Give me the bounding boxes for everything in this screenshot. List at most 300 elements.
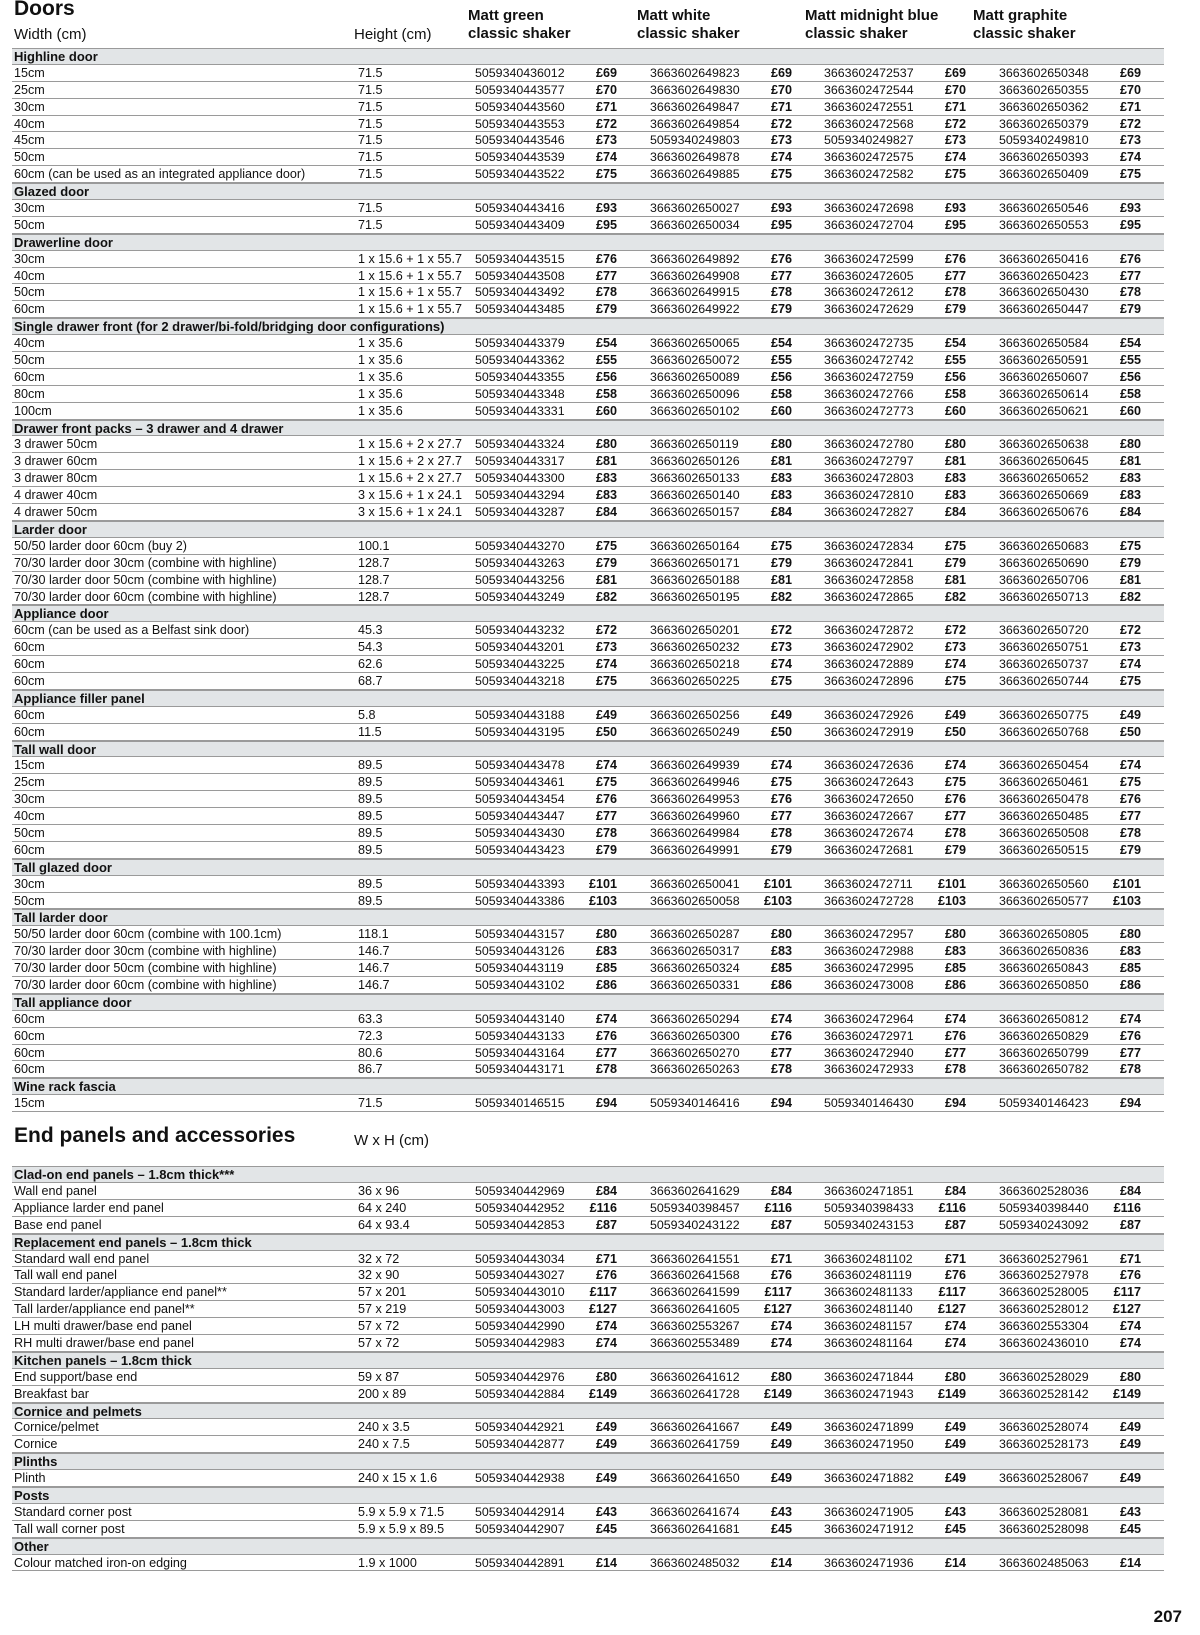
product-code: 3663602650744 [999, 673, 1089, 688]
product-code: 5059340398440 [999, 1200, 1089, 1215]
product-code: 3663602650195 [650, 589, 740, 604]
table-row [12, 1369, 1164, 1386]
product-code: 5059340443409 [475, 217, 565, 232]
size-column-header: W x H (cm) [354, 1132, 429, 1150]
section-header: Single drawer front (for 2 drawer/bi-fold/bridging door configurations) [12, 318, 1164, 335]
item-dimensions: 100.1 [358, 538, 390, 553]
product-code: 3663602650232 [650, 640, 740, 655]
product-code: 3663602650515 [999, 842, 1089, 857]
item-description: 70/30 larder door 30cm (combine with highline) [14, 944, 277, 959]
product-code: 3663602472698 [824, 201, 914, 216]
price: £93 [595, 201, 617, 216]
product-code: 5059340443164 [475, 1045, 565, 1060]
product-code: 3663602650256 [650, 707, 740, 722]
product-code: 5059340443393 [475, 876, 565, 891]
item-dimensions: 71.5 [358, 82, 383, 97]
item-dimensions: 89.5 [358, 809, 383, 824]
product-code: 5059340443447 [475, 809, 565, 824]
item-dimensions: 71.5 [358, 116, 383, 131]
table-row [12, 1217, 1164, 1234]
item-dimensions: 89.5 [358, 758, 383, 773]
product-code: 3663602649854 [650, 116, 740, 131]
price: £127 [1112, 1302, 1141, 1317]
product-code: 3663602472667 [824, 809, 914, 824]
table-row [12, 1436, 1164, 1453]
page-number: 207 [1153, 1607, 1182, 1626]
product-code: 5059340442990 [475, 1319, 565, 1334]
section-header: Kitchen panels – 1.8cm thick [12, 1352, 1164, 1369]
item-description: 30cm [14, 251, 45, 266]
product-code: 3663602472858 [824, 572, 914, 587]
product-code: 3663602528173 [999, 1437, 1089, 1452]
table-row [12, 876, 1164, 893]
price: £74 [770, 1336, 792, 1351]
product-code: 3663602485063 [999, 1555, 1089, 1570]
product-code: 3663602641599 [650, 1285, 740, 1300]
product-code: 3663602528081 [999, 1504, 1089, 1519]
product-code: 3663602650614 [999, 386, 1089, 401]
price: £82 [1119, 589, 1141, 604]
item-description: 80cm [14, 386, 45, 401]
product-code: 3663602650546 [999, 201, 1089, 216]
price: £75 [595, 673, 617, 688]
product-code: 5059340243122 [650, 1217, 740, 1232]
price: £73 [944, 640, 966, 655]
table-row [12, 251, 1164, 268]
price: £74 [770, 657, 792, 672]
table-row [12, 116, 1164, 133]
item-description: 15cm [14, 1096, 45, 1111]
item-description: 40cm [14, 268, 45, 283]
product-code: 3663602472810 [824, 488, 914, 503]
price: £71 [944, 1251, 966, 1266]
item-description: 60cm [14, 673, 45, 688]
price: £81 [595, 454, 617, 469]
item-dimensions: 1 x 15.6 + 2 x 27.7 [358, 471, 462, 486]
item-description: 40cm [14, 336, 45, 351]
product-code: 5059340442921 [475, 1420, 565, 1435]
price: £77 [770, 1045, 792, 1060]
price: £78 [944, 825, 966, 840]
price: £78 [595, 825, 617, 840]
product-code: 3663602471882 [824, 1471, 914, 1486]
product-code: 3663602650188 [650, 572, 740, 587]
price: £70 [944, 82, 966, 97]
item-description: LH multi drawer/base end panel [14, 1319, 192, 1334]
price: £72 [944, 116, 966, 131]
item-description: 30cm [14, 792, 45, 807]
price: £58 [944, 386, 966, 401]
table-row [12, 301, 1164, 318]
price: £72 [770, 623, 792, 638]
price: £49 [770, 707, 792, 722]
product-code: 3663602472988 [824, 944, 914, 959]
price: £101 [1112, 876, 1141, 891]
item-description: 30cm [14, 99, 45, 114]
price: £43 [595, 1504, 617, 1519]
product-code: 3663602650706 [999, 572, 1089, 587]
section-header: Clad-on end panels – 1.8cm thick*** [12, 1166, 1164, 1183]
item-description: 70/30 larder door 60cm (combine with highline) [14, 589, 277, 604]
price: £81 [1119, 572, 1141, 587]
product-code: 3663602649939 [650, 758, 740, 773]
product-code: 5059340443157 [475, 927, 565, 942]
product-code: 3663602650119 [650, 437, 739, 452]
product-code: 3663602641605 [650, 1302, 740, 1317]
product-code: 5059340443294 [475, 488, 565, 503]
item-dimensions: 1 x 15.6 + 2 x 27.7 [358, 454, 462, 469]
price: £95 [770, 217, 792, 232]
table-row [12, 538, 1164, 555]
product-code: 3663602650362 [999, 99, 1089, 114]
item-description: 40cm [14, 116, 45, 131]
item-description: 45cm [14, 133, 45, 148]
item-dimensions: 146.7 [358, 977, 390, 992]
price: £83 [1119, 471, 1141, 486]
item-description: Standard corner post [14, 1504, 132, 1519]
product-code: 3663602650652 [999, 471, 1089, 486]
product-code: 5059340443478 [475, 758, 565, 773]
price: £56 [944, 369, 966, 384]
product-code: 3663602650713 [999, 589, 1089, 604]
item-dimensions: 146.7 [358, 961, 390, 976]
item-description: 25cm [14, 82, 45, 97]
price: £149 [763, 1386, 792, 1401]
product-code: 3663602649878 [650, 150, 740, 165]
price: £80 [595, 1369, 617, 1384]
item-description: Appliance larder end panel [14, 1200, 164, 1215]
table-row [12, 724, 1164, 741]
item-dimensions: 72.3 [358, 1028, 383, 1043]
product-code: 3663602649892 [650, 251, 740, 266]
section-header: Appliance filler panel [12, 690, 1164, 707]
item-description: 50cm [14, 825, 45, 840]
item-dimensions: 71.5 [358, 65, 383, 80]
price: £80 [595, 437, 617, 452]
item-description: 40cm [14, 809, 45, 824]
item-dimensions: 89.5 [358, 792, 383, 807]
item-description: 30cm [14, 201, 45, 216]
price: £78 [770, 825, 792, 840]
price: £83 [1119, 488, 1141, 503]
product-code: 3663602472537 [824, 65, 914, 80]
product-code: 3663602650478 [999, 792, 1089, 807]
table-row [12, 842, 1164, 859]
product-code: 3663602472865 [824, 589, 914, 604]
product-code: 3663602472919 [824, 724, 914, 739]
product-code: 3663602528074 [999, 1420, 1089, 1435]
product-code: 5059340443461 [475, 775, 565, 790]
section-header: Drawerline door [12, 234, 1164, 251]
price: £78 [770, 285, 792, 300]
product-code: 5059340442891 [475, 1555, 565, 1570]
product-code: 3663602471844 [824, 1369, 914, 1384]
price: £85 [944, 961, 966, 976]
price: £86 [595, 977, 617, 992]
price: £49 [595, 707, 617, 722]
item-description: 70/30 larder door 50cm (combine with highline) [14, 572, 277, 587]
product-code: 3663602472582 [824, 167, 914, 182]
price: £55 [1119, 353, 1141, 368]
item-dimensions: 89.5 [358, 893, 383, 908]
product-code: 3663602650720 [999, 623, 1089, 638]
price: £87 [944, 1217, 966, 1232]
product-code: 5059340398433 [824, 1200, 914, 1215]
price: £76 [770, 1028, 792, 1043]
price: £80 [944, 927, 966, 942]
product-code: 5059340443379 [475, 336, 565, 351]
item-dimensions: 71.5 [358, 150, 383, 165]
price: £76 [595, 1028, 617, 1043]
item-dimensions: 89.5 [358, 825, 383, 840]
product-code: 3663602641629 [650, 1184, 740, 1198]
price: £49 [770, 1420, 792, 1435]
price: £56 [1119, 369, 1141, 384]
price: £95 [1119, 217, 1141, 232]
price: £75 [1119, 167, 1141, 182]
product-code: 3663602471851 [824, 1184, 914, 1198]
item-dimensions: 240 x 15 x 1.6 [358, 1471, 438, 1486]
product-code: 5059340443348 [475, 386, 565, 401]
table-row [12, 487, 1164, 504]
item-description: 60cm [14, 842, 45, 857]
item-description: Standard larder/appliance end panel** [14, 1285, 227, 1300]
price: £74 [770, 1011, 792, 1026]
product-code: 3663602472766 [824, 386, 914, 401]
item-description: 60cm [14, 724, 45, 739]
item-dimensions: 89.5 [358, 775, 383, 790]
product-code: 3663602650287 [650, 927, 740, 942]
product-code: 5059340443218 [475, 673, 565, 688]
table-row [12, 1095, 1164, 1112]
price: £86 [770, 977, 792, 992]
price: £76 [770, 251, 792, 266]
product-code: 3663602650430 [999, 285, 1089, 300]
price: £49 [1119, 1420, 1141, 1435]
product-code: 3663602472803 [824, 471, 914, 486]
table-row [12, 1318, 1164, 1335]
product-code: 5059340442938 [475, 1471, 565, 1486]
price: £74 [1119, 1011, 1141, 1026]
product-code: 3663602641728 [650, 1386, 740, 1401]
section-header: Other [12, 1538, 1164, 1555]
item-description: Plinth [14, 1471, 46, 1486]
item-description: 60cm (can be used as an integrated appliance door) [14, 167, 306, 182]
table-row [12, 1284, 1164, 1301]
section-header: Tall appliance door [12, 994, 1164, 1011]
table-row [12, 1011, 1164, 1028]
table-row [12, 470, 1164, 487]
item-description: 60cm [14, 1011, 45, 1026]
price: £81 [944, 454, 966, 469]
price: £75 [944, 167, 966, 182]
product-code: 3663602650805 [999, 927, 1089, 942]
panels-header [12, 1122, 1164, 1166]
product-code: 5059340398457 [650, 1200, 740, 1215]
price: £79 [1119, 302, 1141, 317]
product-code: 5059340443300 [475, 471, 565, 486]
price: £78 [770, 1062, 792, 1077]
price: £70 [595, 82, 617, 97]
product-code: 3663602472834 [824, 538, 914, 553]
price: £75 [595, 167, 617, 182]
product-code: 3663602650812 [999, 1011, 1089, 1026]
price: £49 [944, 1420, 966, 1435]
product-code: 3663602649830 [650, 82, 740, 97]
table-row [12, 673, 1164, 690]
price: £76 [944, 792, 966, 807]
item-dimensions: 1 x 15.6 + 1 x 55.7 [358, 268, 462, 283]
product-code: 5059340442877 [475, 1437, 565, 1452]
price: £76 [1119, 1028, 1141, 1043]
price: £73 [944, 133, 966, 148]
item-dimensions: 1 x 15.6 + 2 x 27.7 [358, 437, 462, 452]
price: £54 [944, 336, 966, 351]
product-code: 5059340443454 [475, 792, 565, 807]
price: £74 [1119, 657, 1141, 672]
product-code: 3663602649908 [650, 268, 740, 283]
product-code: 3663602481157 [824, 1319, 913, 1334]
price: £50 [1119, 724, 1141, 739]
price: £83 [595, 471, 617, 486]
item-description: Wall end panel [14, 1184, 97, 1198]
item-description: 50cm [14, 217, 45, 232]
table-row [12, 217, 1164, 234]
price: £83 [770, 944, 792, 959]
item-description: 70/30 larder door 50cm (combine with highline) [14, 961, 277, 976]
item-dimensions: 45.3 [358, 623, 383, 638]
product-code: 3663602649885 [650, 167, 740, 182]
product-code: 3663602650560 [999, 876, 1089, 891]
item-description: Standard wall end panel [14, 1251, 150, 1266]
price: £74 [770, 150, 792, 165]
price: £76 [1119, 251, 1141, 266]
price: £72 [770, 116, 792, 131]
price: £69 [595, 65, 617, 80]
product-code: 3663602553489 [650, 1336, 740, 1351]
item-dimensions: 63.3 [358, 1011, 383, 1026]
section-header: Tall glazed door [12, 859, 1164, 876]
table-row [12, 943, 1164, 960]
product-code: 3663602528142 [999, 1386, 1089, 1401]
price: £93 [944, 201, 966, 216]
product-code: 5059340442976 [475, 1369, 565, 1384]
product-code: 3663602472650 [824, 792, 914, 807]
table-row [12, 555, 1164, 572]
product-code: 3663602472995 [824, 961, 914, 976]
table-row [12, 1521, 1164, 1538]
item-description: 60cm [14, 707, 45, 722]
product-code: 5059340443126 [475, 944, 565, 959]
finish-header-midnight-blue: Matt midnight blue classic shaker [805, 7, 939, 42]
product-code: 5059340442907 [475, 1521, 565, 1536]
item-description: Colour matched iron-on edging [14, 1555, 187, 1570]
price: £43 [944, 1504, 966, 1519]
price: £75 [770, 167, 792, 182]
product-code: 5059340443249 [475, 589, 565, 604]
price: £78 [1119, 285, 1141, 300]
product-code: 3663602649847 [650, 99, 740, 114]
product-code: 3663602471950 [824, 1437, 914, 1452]
price: £72 [595, 623, 617, 638]
product-code: 3663602472759 [824, 369, 914, 384]
item-dimensions: 5.9 x 5.9 x 89.5 [358, 1521, 445, 1536]
price: £43 [770, 1504, 792, 1519]
product-code: 5059340443416 [475, 201, 565, 216]
price: £94 [770, 1096, 792, 1111]
item-description: 3 drawer 60cm [14, 454, 98, 469]
table-row [12, 1555, 1164, 1572]
product-code: 3663602472902 [824, 640, 914, 655]
section-header: Wine rack fascia [12, 1078, 1164, 1095]
product-code: 3663602472636 [824, 758, 914, 773]
price: £49 [595, 1420, 617, 1435]
item-description: 50cm [14, 353, 45, 368]
product-code: 3663602472742 [824, 353, 914, 368]
price: £55 [595, 353, 617, 368]
product-code: 5059340443188 [475, 707, 565, 722]
price: £80 [1119, 437, 1141, 452]
table-row [12, 926, 1164, 943]
product-code: 3663602472629 [824, 302, 914, 317]
product-code: 5059340249803 [650, 133, 740, 148]
price: £83 [595, 944, 617, 959]
product-code: 3663602650058 [650, 893, 740, 908]
product-code: 5059340443195 [475, 724, 565, 739]
product-code: 3663602471943 [824, 1386, 914, 1401]
product-code: 3663602650218 [650, 657, 740, 672]
product-code: 3663602649823 [650, 65, 740, 80]
item-dimensions: 32 x 72 [358, 1251, 400, 1266]
price: £95 [944, 217, 966, 232]
item-dimensions: 128.7 [358, 572, 390, 587]
item-description: 60cm [14, 1045, 45, 1060]
product-code: 3663602641612 [650, 1369, 740, 1384]
price: £76 [1119, 792, 1141, 807]
price: £76 [944, 1028, 966, 1043]
price: £75 [770, 775, 792, 790]
product-code: 5059340442969 [475, 1184, 565, 1198]
table-row [12, 352, 1164, 369]
price: £94 [595, 1096, 617, 1111]
price: £77 [595, 268, 617, 283]
item-dimensions: 1 x 15.6 + 1 x 55.7 [358, 251, 462, 266]
price: £50 [595, 724, 617, 739]
price: £75 [944, 538, 966, 553]
product-code: 5059340443027 [475, 1268, 565, 1283]
price: £58 [595, 386, 617, 401]
price: £43 [1119, 1504, 1141, 1519]
price: £116 [938, 1200, 966, 1215]
price: £149 [1112, 1386, 1141, 1401]
item-dimensions: 118.1 [358, 927, 389, 942]
item-description: 60cm (can be used as a Belfast sink door) [14, 623, 250, 638]
doors-title: Doors [14, 0, 75, 20]
product-code: 3663602650553 [999, 217, 1089, 232]
product-code: 3663602649915 [650, 285, 740, 300]
product-code: 5059340442853 [475, 1217, 565, 1232]
price: £75 [595, 538, 617, 553]
product-code: 3663602472964 [824, 1011, 914, 1026]
product-code: 5059340146430 [824, 1096, 914, 1111]
price: £45 [1119, 1521, 1141, 1536]
product-code: 5059340243092 [999, 1217, 1089, 1232]
price: £60 [1119, 403, 1141, 418]
product-code: 5059340443232 [475, 623, 565, 638]
item-description: Cornice [14, 1437, 58, 1452]
section-header: Tall wall door [12, 741, 1164, 758]
product-code: 3663602472957 [824, 927, 914, 942]
